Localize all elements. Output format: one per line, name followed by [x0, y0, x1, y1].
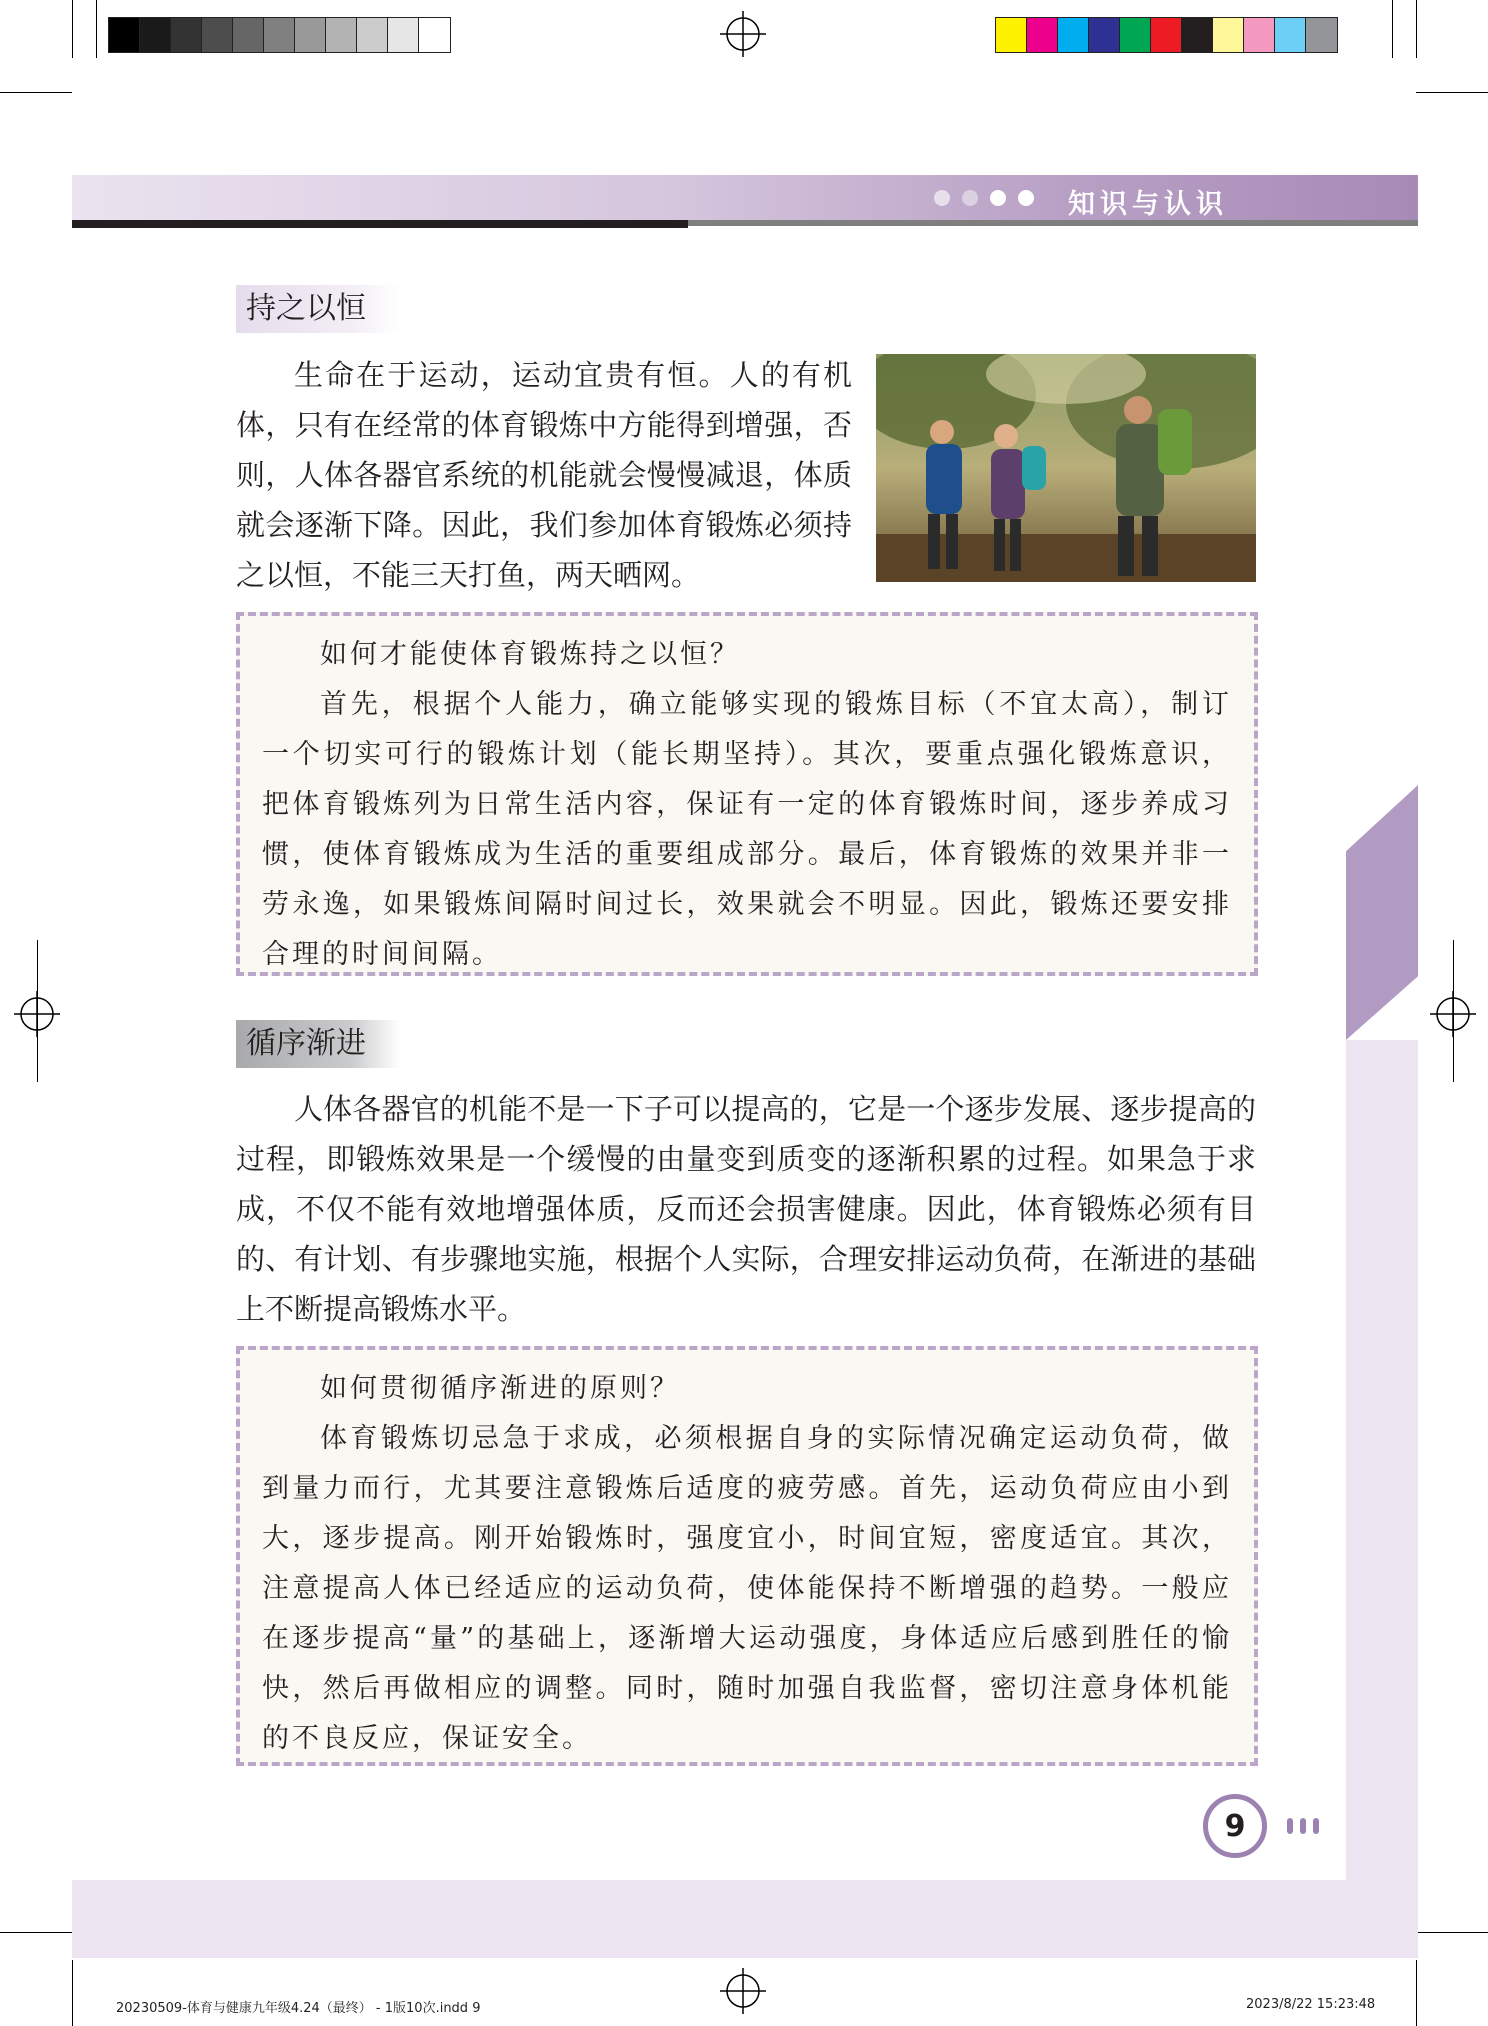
color-bar — [995, 17, 1338, 53]
chapter-title: 知识与认识 — [1068, 189, 1228, 220]
crop-mark — [1416, 1932, 1488, 1933]
page-number: 9 — [1203, 1794, 1267, 1858]
section-body: 生命在于运动，运动宜贵有恒。人的有机体，只有在经常的体育锻炼中方能得到增强，否则，人体各器官系统的机能就会慢慢减退，体质就会逐渐下降。因此，我们参加体育锻炼必须持之以恒，不能三天打鱼，两天晒网。 — [236, 358, 852, 592]
color-swatch — [1027, 18, 1058, 52]
header-dot — [962, 190, 978, 206]
color-swatch — [171, 18, 202, 52]
color-swatch — [419, 18, 450, 52]
header-dot — [934, 190, 950, 206]
grayscale-bar — [108, 17, 451, 53]
color-swatch — [996, 18, 1027, 52]
color-swatch — [1089, 18, 1120, 52]
color-swatch — [233, 18, 264, 52]
tip-question: 如何贯彻循序渐进的原则？ — [320, 1373, 680, 1404]
crop-mark — [0, 1932, 72, 1933]
color-swatch — [140, 18, 171, 52]
tip-question: 如何才能使体育锻炼持之以恒？ — [320, 639, 740, 670]
header-rule — [72, 220, 688, 228]
crop-mark — [1453, 940, 1454, 1082]
page-number-dots — [1287, 1818, 1319, 1834]
color-swatch — [357, 18, 388, 52]
crop-mark — [1416, 0, 1417, 58]
header-rule — [688, 220, 1418, 226]
crop-mark — [96, 0, 97, 58]
section-body: 人体各器官的机能不是一下子可以提高的，它是一个逐步发展、逐步提高的过程，即锻炼效果是一个缓慢的由量变到质变的逐渐积累的过程。如果急于求成，不仅不能有效地增强体质，反而还会损害健康。因此，体育锻炼必须有目的、有计划、有步骤地实施，根据个人实际，合理安排运动负荷，在渐进的基础上不断提高锻炼水平。 — [236, 1092, 1256, 1326]
color-swatch — [295, 18, 326, 52]
crop-mark — [1416, 1960, 1417, 2026]
hikers-photo — [876, 354, 1256, 582]
tip-box — [236, 1346, 1258, 1766]
registration-mark-icon — [720, 1968, 766, 2014]
color-swatch — [264, 18, 295, 52]
color-swatch — [1244, 18, 1275, 52]
header-dots — [934, 190, 1034, 206]
tip-box — [236, 612, 1258, 976]
tip-answer: 体育锻炼切忌急于求成，必须根据自身的实际情况确定运动负荷，做到量力而行，尤其要注意锻炼后适度的疲劳感。首先，运动负荷应由小到大，逐步提高。刚开始锻炼时，强度宜小，时间宜短，密度适宜。其次，注意提高人体已经适应的运动负荷，使体能保持不断增强的趋势。一般应在逐步提高“量”的基础上，逐渐增大运动强度，身体适应后感到胜任的愉快，然后再做相应的调整。同时，随时加强自我监督，密切注意身体机能的不良反应，保证安全。 — [262, 1423, 1232, 1754]
color-swatch — [1182, 18, 1213, 52]
color-swatch — [1058, 18, 1089, 52]
footer-filename: 20230509-体育与健康九年级4.24（最终） - 1版10次.indd 9 — [116, 2001, 481, 2016]
color-swatch — [109, 18, 140, 52]
footer-timestamp: 2023/8/22 15:23:48 — [1246, 1997, 1376, 2012]
side-strip-decoration — [1346, 1040, 1418, 1880]
color-swatch — [1213, 18, 1244, 52]
crop-mark — [72, 1960, 73, 2026]
header-dot — [1018, 190, 1034, 206]
color-swatch — [1306, 18, 1337, 52]
color-swatch — [1151, 18, 1182, 52]
crop-mark — [0, 92, 72, 93]
header-dot — [990, 190, 1006, 206]
crop-mark — [72, 0, 73, 58]
color-swatch — [326, 18, 357, 52]
color-swatch — [388, 18, 419, 52]
section-heading: 循序渐进 — [236, 1020, 400, 1068]
color-swatch — [1275, 18, 1306, 52]
color-swatch — [1120, 18, 1151, 52]
crop-mark — [37, 940, 38, 1082]
crop-mark — [1392, 0, 1393, 58]
bottom-band-decoration — [72, 1880, 1418, 1958]
tip-answer: 首先，根据个人能力，确立能够实现的锻炼目标（不宜太高），制订一个切实可行的锻炼计划（能长期坚持）。其次，要重点强化锻炼意识，把体育锻炼列为日常生活内容，保证有一定的体育锻炼时间，逐步养成习惯，使体育锻炼成为生活的重要组成部分。最后，体育锻炼的效果并非一劳永逸，如果锻炼间隔时间过长，效果就会不明显。因此，锻炼还要安排合理的时间间隔。 — [262, 689, 1232, 970]
side-tab-decoration — [1346, 785, 1418, 1040]
section-heading: 持之以恒 — [236, 285, 400, 333]
color-swatch — [202, 18, 233, 52]
crop-mark — [1416, 92, 1488, 93]
registration-mark-icon — [720, 11, 766, 57]
